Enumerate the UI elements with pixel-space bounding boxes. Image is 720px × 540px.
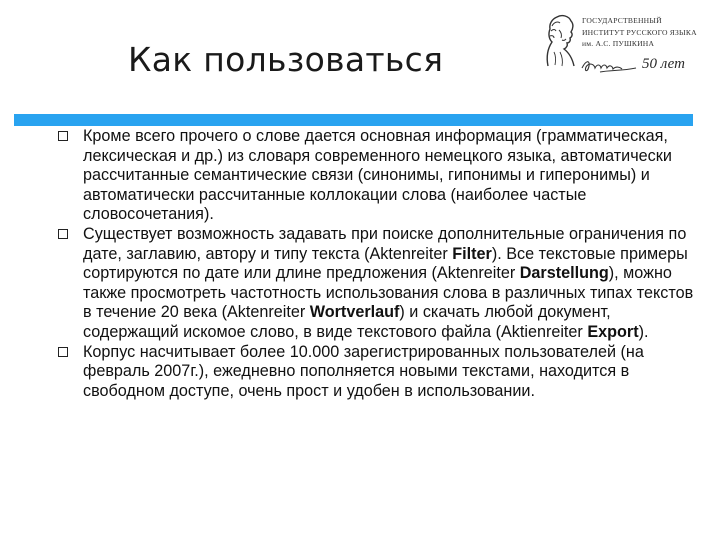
bullet-text: Кроме всего прочего о слове дается основная информация (грамматическая, лексическая и др.) из словаря современного немецкого языка, автоматически рассчитанные семантические связи (синонимы, гипонимы и гиперонимы) и автоматически рассчитанные коллокации слова (наиболее частые словосочетания). bbox=[83, 127, 672, 224]
bullet-text: Корпус насчитывает более 10.000 зарегистрированных пользователей (на февраль 2007г.), ежедневно пополняется новыми текстами, находится в свободном доступе, очень прост и удобен в использовании. bbox=[83, 342, 644, 400]
signature-icon bbox=[580, 54, 638, 76]
bullet-item bbox=[58, 225, 694, 343]
institute-logo bbox=[540, 12, 698, 80]
checkbox-square-icon bbox=[58, 131, 68, 141]
checkbox-square-icon bbox=[58, 347, 68, 357]
logo-line: им. А.С. ПУШКИНА bbox=[582, 39, 655, 48]
bold-term: Filter bbox=[452, 244, 492, 263]
logo-line: ГОСУДАРСТВЕННЫЙ bbox=[582, 16, 662, 25]
bold-term: Export bbox=[587, 322, 639, 341]
bullet-text: ) и скачать любой документ, содержащий искомое слово, в виде текстового файла (Aktienreiter bbox=[83, 303, 611, 341]
logo-line: ИНСТИТУТ РУССКОГО ЯЗЫКА bbox=[582, 27, 697, 37]
bullet-item bbox=[58, 343, 694, 402]
bold-term: Darstellung bbox=[519, 264, 609, 283]
bullet-text: ), можно также просмотреть частотность использования слова в различных типах текстов в течение 20 века (Aktenreiter bbox=[83, 264, 694, 322]
bullet-list bbox=[58, 127, 694, 401]
bullet-text: Существует возможность задавать при поиске дополнительные ограничения по дате, заглавию, автору и типу текста (Aktenreiter bbox=[83, 224, 687, 263]
logo-anniversary: 50 лет bbox=[642, 56, 685, 72]
accent-bar bbox=[14, 114, 693, 126]
bullet-item bbox=[58, 127, 694, 225]
pushkin-portrait-icon bbox=[540, 12, 580, 68]
checkbox-square-icon bbox=[58, 229, 68, 239]
slide-title: Как пользоваться bbox=[128, 40, 444, 79]
logo-institute-name bbox=[582, 15, 697, 50]
bullet-text: ). Все текстовые примеры сортируются по дате или длине предложения (Aktenreiter bbox=[83, 244, 688, 283]
bold-term: Wortverlauf bbox=[309, 303, 400, 322]
bullet-text: ). bbox=[638, 322, 649, 341]
